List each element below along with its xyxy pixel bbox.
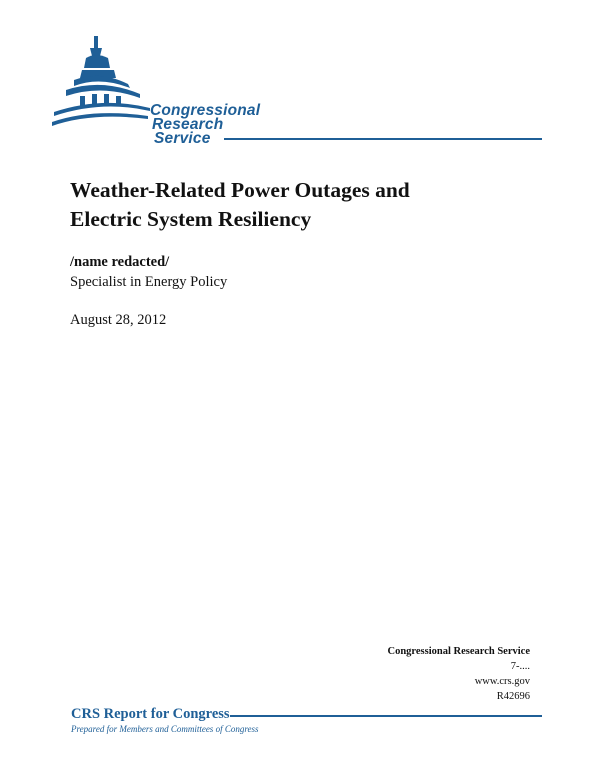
crs-organization: Congressional Research Service — [387, 646, 530, 657]
crs-website[interactable]: www.crs.gov — [474, 676, 530, 687]
footer-subtitle: Prepared for Members and Committees of Congress — [71, 724, 259, 734]
capitol-dome-icon — [52, 34, 152, 146]
report-date: August 28, 2012 — [70, 312, 167, 328]
logo-text-research: Research — [152, 116, 224, 133]
crs-phone: 7-.... — [510, 661, 530, 672]
footer-divider — [230, 715, 542, 717]
crs-report-number: R42696 — [496, 691, 530, 702]
report-title-line-2: Electric System Resiliency — [70, 207, 312, 231]
footer-title: CRS Report for Congress — [71, 706, 230, 722]
logo-text-service: Service — [154, 130, 211, 147]
crs-contact-block — [387, 644, 530, 704]
logo-divider — [224, 138, 542, 140]
author-name: /name redacted/ — [70, 254, 170, 270]
crs-logo — [52, 34, 542, 146]
report-title-line-1: Weather-Related Power Outages and — [70, 178, 410, 202]
report-title — [70, 176, 410, 234]
logo-text-congressional: Congressional — [150, 102, 261, 119]
author-role: Specialist in Energy Policy — [70, 274, 228, 290]
